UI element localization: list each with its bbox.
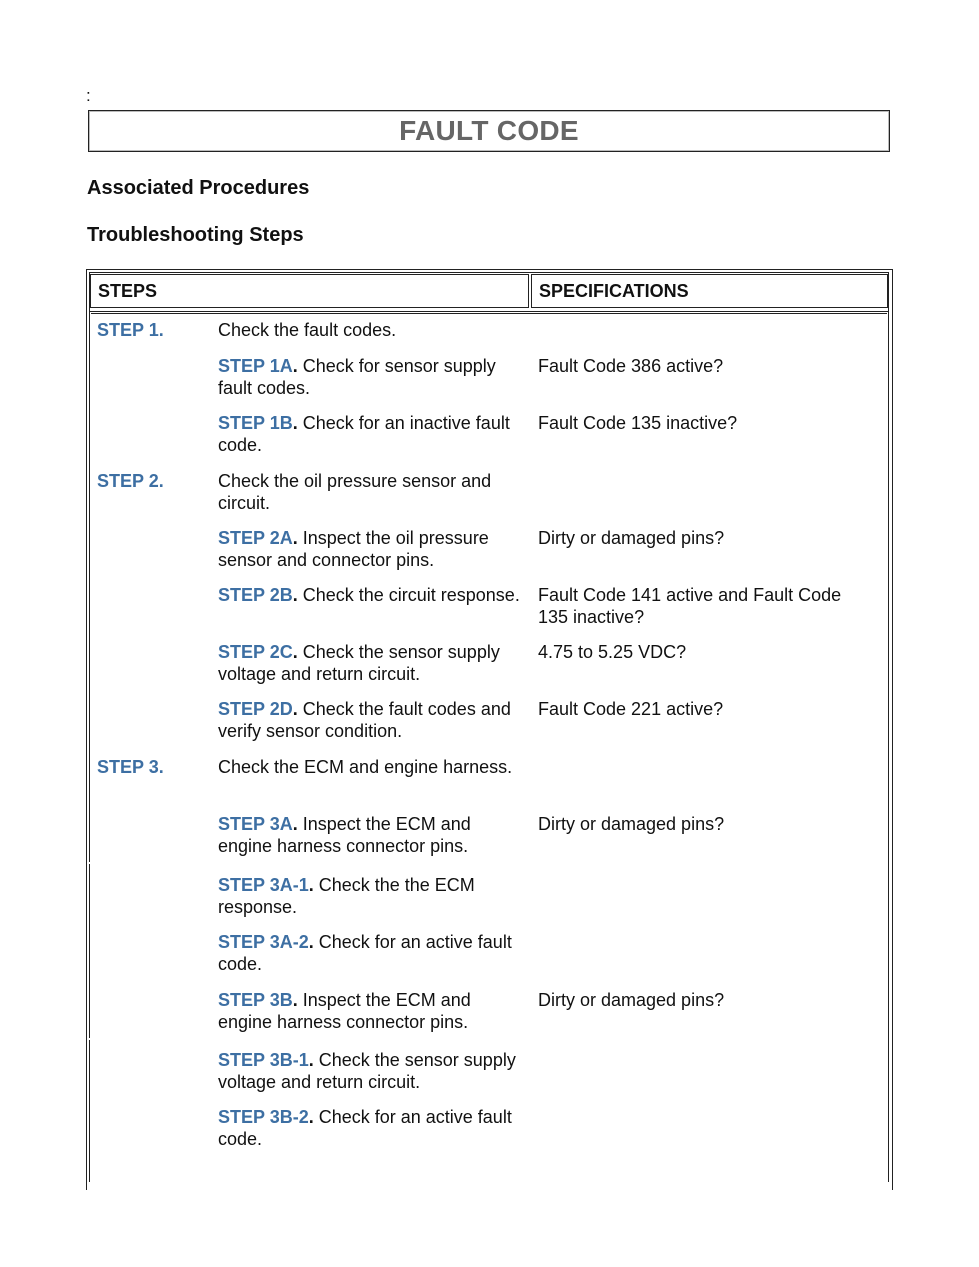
- step-description: Check the fault codes.: [218, 320, 397, 340]
- specification: 4.75 to 5.25 VDC?: [538, 642, 687, 662]
- step-description: STEP 3B-1. Check the sensor supply voltage and return circuit.: [218, 1050, 516, 1092]
- substep-text: Check the sensor supply voltage and return circuit.: [218, 642, 500, 684]
- step-number: STEP 2.: [97, 471, 164, 491]
- specification: Dirty or damaged pins?: [538, 814, 725, 834]
- substep-label: STEP 2B: [218, 585, 293, 605]
- substep-text: Check the sensor supply voltage and return circuit.: [218, 1050, 516, 1092]
- step-description: STEP 2D. Check the fault codes and verify sensor condition.: [218, 699, 511, 741]
- associated-procedures-heading: Associated Procedures: [87, 177, 310, 199]
- substep-text: Check the fault codes and verify sensor condition.: [218, 699, 511, 741]
- border-gap: [89, 1038, 91, 1040]
- substep-text: Check for an active fault code.: [218, 932, 512, 974]
- substep-label: STEP 2A: [218, 528, 293, 548]
- step-description: Check the oil pressure sensor and circuit.: [218, 471, 492, 513]
- substep-text: Check for an inactive fault code.: [218, 413, 510, 455]
- leading-colon: :: [86, 86, 91, 105]
- table-inner-left-border: [89, 272, 90, 1182]
- table-inner-top-border: [89, 272, 889, 273]
- specification: Dirty or damaged pins?: [538, 990, 725, 1010]
- step-description: STEP 3A-1. Check the the ECM response.: [218, 875, 475, 917]
- step-description: STEP 1B. Check for an inactive fault code.: [218, 413, 510, 455]
- step-number: STEP 3.: [97, 757, 164, 777]
- specification: Fault Code 135 inactive?: [538, 413, 738, 433]
- table-inner-right-border: [888, 272, 889, 1182]
- step-description: STEP 2A. Inspect the oil pressure sensor and connector pins.: [218, 528, 489, 570]
- troubleshooting-steps-heading: Troubleshooting Steps: [87, 224, 304, 246]
- header-specifications: SPECIFICATIONS: [531, 274, 888, 308]
- substep-text: Check the circuit response.: [297, 585, 520, 605]
- substep-label: STEP 3B-1: [218, 1050, 309, 1070]
- header-steps: STEPS: [90, 274, 529, 308]
- substep-label: STEP 3A: [218, 814, 293, 834]
- substep-text: Inspect the ECM and engine harness connector pins.: [218, 990, 471, 1032]
- page-title: FAULT CODE: [399, 115, 579, 146]
- specification: Dirty or damaged pins?: [538, 528, 725, 548]
- step-description: STEP 3B. Inspect the ECM and engine harness connector pins.: [218, 990, 471, 1032]
- step-number: STEP 1.: [97, 320, 164, 340]
- substep-label: STEP 3A-1: [218, 875, 309, 895]
- substep-label: STEP 1B: [218, 413, 293, 433]
- substep-label: STEP 3B: [218, 990, 293, 1010]
- table-body-top-border-inner: [91, 313, 887, 314]
- step-description: STEP 2B. Check the circuit response.: [218, 585, 520, 605]
- specification: Fault Code 386 active?: [538, 356, 724, 376]
- step-description: STEP 2C. Check the sensor supply voltage and return circuit.: [218, 642, 500, 684]
- substep-label: STEP 1A: [218, 356, 293, 376]
- step-description: STEP 3B-2. Check for an active fault code.: [218, 1107, 512, 1149]
- specification: Fault Code 221 active?: [538, 699, 724, 719]
- step-description: Check the ECM and engine harness.: [218, 757, 513, 777]
- title-box: [88, 110, 890, 152]
- specification: Fault Code 141 active and Fault Code 135 inactive?: [538, 585, 842, 627]
- substep-text: Inspect the ECM and engine harness connector pins.: [218, 814, 471, 856]
- substep-label: STEP 2C: [218, 642, 293, 662]
- substep-label: STEP 3A-2: [218, 932, 309, 952]
- substep-text: Check for an active fault code.: [218, 1107, 512, 1149]
- substep-text: Check the the ECM response.: [218, 875, 475, 917]
- substep-text: Inspect the oil pressure sensor and connector pins.: [218, 528, 489, 570]
- border-gap: [89, 862, 91, 864]
- substep-label: STEP 3B-2: [218, 1107, 309, 1127]
- step-description: STEP 1A. Check for sensor supply fault codes.: [218, 356, 496, 398]
- step-description: STEP 3A-2. Check for an active fault code.: [218, 932, 512, 974]
- substep-label: STEP 2D: [218, 699, 293, 719]
- step-description: STEP 3A. Inspect the ECM and engine harness connector pins.: [218, 814, 471, 856]
- substep-text: Check for sensor supply fault codes.: [218, 356, 496, 398]
- table-body-top-border: [89, 311, 889, 312]
